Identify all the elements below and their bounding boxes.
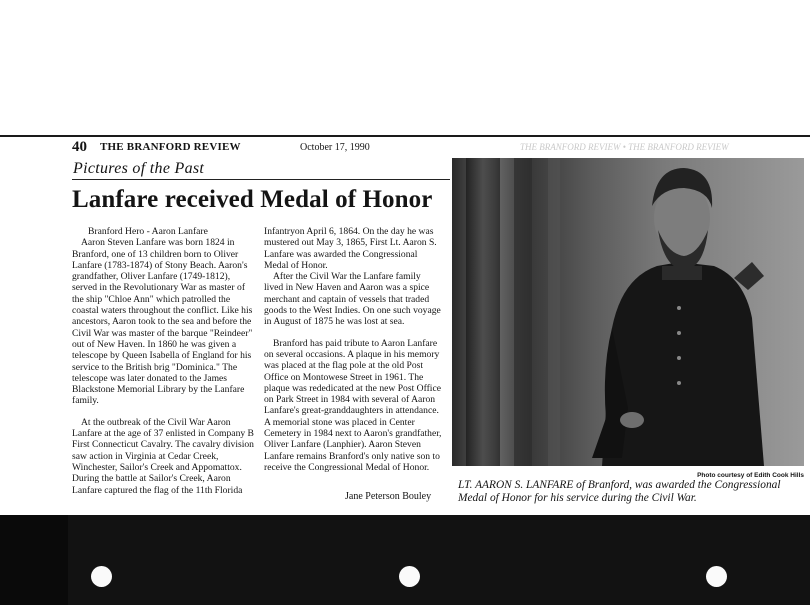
issue-date: October 17, 1990: [300, 142, 370, 153]
binder-strip: [68, 515, 810, 605]
article-paragraph: Aaron Steven Lanfare was born 1824 in Branford, one of 13 children born to Oliver Lanfare (1783-1874) of Stony Beach. Aaron's grandfather, Oliver Lanfare (1749-1812), served in the Revolutionary War as master of the ship "Chloe Ann" which patrolled the coastal waters throughout the conflict. Like his ancestors, Aaron took to the sea and before the Civil War was master of the barque "Reindeer" out of New Haven. In 1860 he was given a telescope by Queen Isabella of England for his service to the British brig "Dominica." The telescope was later donated to the James Blackstone Memorial Library by the Lanfare family.: [72, 237, 253, 407]
photo-caption: LT. AARON S. LANFARE of Branford, was awarded the Congressional Medal of Honor for his service during the Civil War.: [458, 479, 781, 504]
article-paragraph: After the Civil War the Lanfare family lived in New Haven and Aaron was a spice merchant and captain of vessels that traded goods to the West Indies. On one such voyage in August of 1875 he was lost at sea.: [264, 271, 441, 328]
page-number: 40: [72, 139, 87, 155]
article-column-2: [264, 226, 442, 473]
punch-hole: [399, 566, 420, 587]
article-paragraph: Infantryon April 6, 1864. On the day he was mustered out May 3, 1865, First Lt. Aaron S. Lanfare was awarded the Congressional Medal of Honor.: [264, 226, 437, 271]
article-column-1: [72, 226, 256, 496]
photo-credit: Photo courtesy of Edith Cook Hills: [697, 472, 804, 479]
newspaper-header: [68, 140, 808, 156]
article-subhead: Branford Hero - Aaron Lanfare: [88, 226, 208, 237]
scan-shadow: [0, 515, 68, 605]
punch-hole: [91, 566, 112, 587]
paper-name: THE BRANFORD REVIEW: [100, 141, 241, 153]
portrait-photo: [452, 158, 804, 466]
section-underline: [72, 179, 450, 180]
headline: Lanfare received Medal of Honor: [72, 186, 433, 213]
punch-hole: [706, 566, 727, 587]
faint-bleedthrough-text: THE BRANFORD REVIEW • THE BRANFORD REVIEW: [520, 142, 729, 152]
article-paragraph: At the outbreak of the Civil War Aaron Lanfare at the age of 37 enlisted in Company B First Connecticut Cavalry. The cavalry division saw action in Virginia at Cedar Creek, Winchester, Sailor's Creek and Appomattox. During the battle at Sailor's Creek, Aaron Lanfare captured the flag of the 11th Florida: [72, 416, 254, 496]
top-rule: [0, 135, 810, 137]
article-paragraph: Branford has paid tribute to Aaron Lanfare on several occasions. A plaque in his memory was placed at the flag pole at the old Post Office on Montowese Street in 1961. The plaque was rededicated at the new Post Office on Park Street in 1984 with several of Aaron Lanfare's great-granddaughters in attendance. A memorial stone was placed in Center Cemetery in 1984 next to Aaron's grandfather, Oliver Lanfare (Lanphier). Aaron Steven Lanfare remains Branford's only native son to receive the Congressional Medal of Honor.: [264, 337, 442, 473]
section-label: Pictures of the Past: [73, 160, 205, 177]
byline: Jane Peterson Bouley: [345, 491, 432, 502]
